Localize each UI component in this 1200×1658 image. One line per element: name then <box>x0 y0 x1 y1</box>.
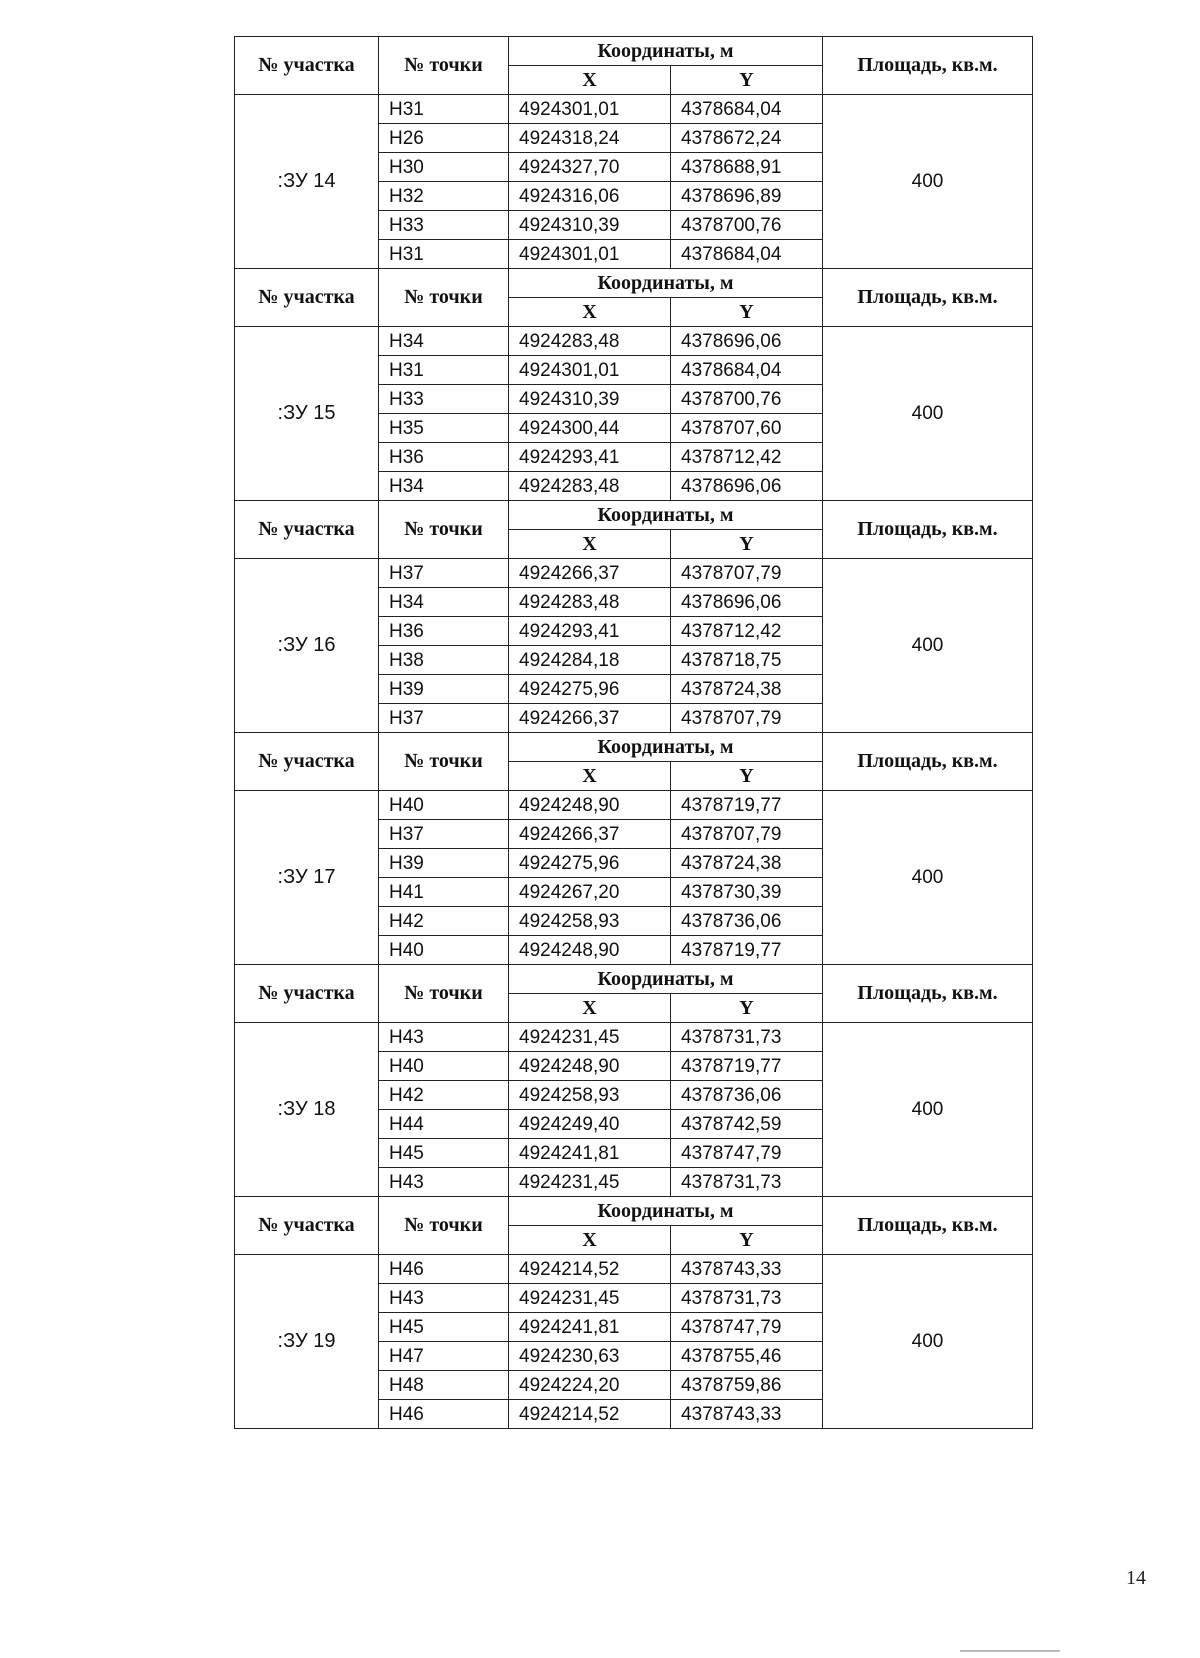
plot-column-header: № участка <box>235 501 379 559</box>
page-number: 14 <box>1126 1567 1146 1589</box>
y-coordinate-cell: 4378684,04 <box>671 240 823 269</box>
table-row <box>235 791 1033 820</box>
y-column-header: Y <box>671 66 823 95</box>
plot-column-header: № участка <box>235 1197 379 1255</box>
x-coordinate-cell: 4924316,06 <box>509 182 671 211</box>
x-coordinate-cell: 4924266,37 <box>509 559 671 588</box>
point-id-cell: Н46 <box>379 1255 509 1284</box>
x-coordinate-cell: 4924248,90 <box>509 1052 671 1081</box>
document-page <box>234 36 1032 1429</box>
plot-id-cell: :ЗУ 17 <box>235 791 379 965</box>
x-coordinate-cell: 4924283,48 <box>509 588 671 617</box>
scan-artifact-line <box>960 1650 1060 1652</box>
y-coordinate-cell: 4378719,77 <box>671 791 823 820</box>
x-column-header: X <box>509 762 671 791</box>
y-coordinate-cell: 4378688,91 <box>671 153 823 182</box>
point-column-header: № точки <box>379 269 509 327</box>
plot-id-cell: :ЗУ 14 <box>235 95 379 269</box>
x-coordinate-cell: 4924267,20 <box>509 878 671 907</box>
y-coordinate-cell: 4378672,24 <box>671 124 823 153</box>
table-row <box>235 1023 1033 1052</box>
y-coordinate-cell: 4378736,06 <box>671 1081 823 1110</box>
x-coordinate-cell: 4924284,18 <box>509 646 671 675</box>
coordinates-header: Координаты, м <box>509 501 823 530</box>
table-row <box>235 1255 1033 1284</box>
point-column-header: № точки <box>379 965 509 1023</box>
x-coordinate-cell: 4924310,39 <box>509 385 671 414</box>
area-column-header: Площадь, кв.м. <box>823 269 1033 327</box>
point-id-cell: Н34 <box>379 472 509 501</box>
section-header-row <box>235 501 1033 530</box>
y-coordinate-cell: 4378696,06 <box>671 588 823 617</box>
x-coordinate-cell: 4924241,81 <box>509 1139 671 1168</box>
x-coordinate-cell: 4924301,01 <box>509 240 671 269</box>
x-coordinate-cell: 4924241,81 <box>509 1313 671 1342</box>
y-coordinate-cell: 4378696,06 <box>671 472 823 501</box>
point-id-cell: Н47 <box>379 1342 509 1371</box>
coordinates-header: Координаты, м <box>509 1197 823 1226</box>
coordinates-header: Координаты, м <box>509 37 823 66</box>
x-coordinate-cell: 4924231,45 <box>509 1023 671 1052</box>
point-id-cell: Н37 <box>379 704 509 733</box>
x-column-header: X <box>509 66 671 95</box>
point-id-cell: Н37 <box>379 820 509 849</box>
y-coordinate-cell: 4378731,73 <box>671 1168 823 1197</box>
point-id-cell: Н40 <box>379 936 509 965</box>
area-column-header: Площадь, кв.м. <box>823 37 1033 95</box>
point-id-cell: Н44 <box>379 1110 509 1139</box>
point-id-cell: Н34 <box>379 327 509 356</box>
y-coordinate-cell: 4378731,73 <box>671 1023 823 1052</box>
point-id-cell: Н36 <box>379 443 509 472</box>
point-id-cell: Н30 <box>379 153 509 182</box>
y-coordinate-cell: 4378707,79 <box>671 559 823 588</box>
x-coordinate-cell: 4924248,90 <box>509 936 671 965</box>
y-coordinate-cell: 4378742,59 <box>671 1110 823 1139</box>
point-column-header: № точки <box>379 501 509 559</box>
point-id-cell: Н33 <box>379 385 509 414</box>
area-cell: 400 <box>823 791 1033 965</box>
section-header-row <box>235 965 1033 994</box>
x-column-header: X <box>509 298 671 327</box>
y-coordinate-cell: 4378707,79 <box>671 820 823 849</box>
y-coordinate-cell: 4378731,73 <box>671 1284 823 1313</box>
x-coordinate-cell: 4924258,93 <box>509 907 671 936</box>
point-id-cell: Н36 <box>379 617 509 646</box>
point-id-cell: Н40 <box>379 1052 509 1081</box>
point-id-cell: Н31 <box>379 240 509 269</box>
point-id-cell: Н43 <box>379 1284 509 1313</box>
point-id-cell: Н32 <box>379 182 509 211</box>
x-coordinate-cell: 4924318,24 <box>509 124 671 153</box>
y-coordinate-cell: 4378743,33 <box>671 1255 823 1284</box>
plot-column-header: № участка <box>235 733 379 791</box>
y-coordinate-cell: 4378724,38 <box>671 849 823 878</box>
point-id-cell: Н45 <box>379 1139 509 1168</box>
x-coordinate-cell: 4924258,93 <box>509 1081 671 1110</box>
y-coordinate-cell: 4378718,75 <box>671 646 823 675</box>
point-id-cell: Н38 <box>379 646 509 675</box>
point-id-cell: Н26 <box>379 124 509 153</box>
area-cell: 400 <box>823 95 1033 269</box>
point-id-cell: Н48 <box>379 1371 509 1400</box>
y-coordinate-cell: 4378712,42 <box>671 617 823 646</box>
y-coordinate-cell: 4378719,77 <box>671 936 823 965</box>
area-column-header: Площадь, кв.м. <box>823 1197 1033 1255</box>
y-coordinate-cell: 4378755,46 <box>671 1342 823 1371</box>
x-coordinate-cell: 4924266,37 <box>509 704 671 733</box>
y-coordinate-cell: 4378684,04 <box>671 356 823 385</box>
plot-column-header: № участка <box>235 965 379 1023</box>
x-coordinate-cell: 4924214,52 <box>509 1400 671 1429</box>
section-header-row <box>235 733 1033 762</box>
y-coordinate-cell: 4378719,77 <box>671 1052 823 1081</box>
point-id-cell: Н33 <box>379 211 509 240</box>
y-coordinate-cell: 4378696,89 <box>671 182 823 211</box>
x-coordinate-cell: 4924283,48 <box>509 327 671 356</box>
point-id-cell: Н40 <box>379 791 509 820</box>
x-column-header: X <box>509 530 671 559</box>
area-column-header: Площадь, кв.м. <box>823 965 1033 1023</box>
point-id-cell: Н45 <box>379 1313 509 1342</box>
y-coordinate-cell: 4378700,76 <box>671 385 823 414</box>
x-coordinate-cell: 4924230,63 <box>509 1342 671 1371</box>
area-column-header: Площадь, кв.м. <box>823 733 1033 791</box>
x-coordinate-cell: 4924248,90 <box>509 791 671 820</box>
y-coordinate-cell: 4378684,04 <box>671 95 823 124</box>
plot-id-cell: :ЗУ 16 <box>235 559 379 733</box>
y-coordinate-cell: 4378730,39 <box>671 878 823 907</box>
section-header-row <box>235 269 1033 298</box>
x-coordinate-cell: 4924300,44 <box>509 414 671 443</box>
point-id-cell: Н35 <box>379 414 509 443</box>
x-coordinate-cell: 4924231,45 <box>509 1284 671 1313</box>
y-coordinate-cell: 4378736,06 <box>671 907 823 936</box>
y-column-header: Y <box>671 994 823 1023</box>
plot-id-cell: :ЗУ 15 <box>235 327 379 501</box>
x-coordinate-cell: 4924327,70 <box>509 153 671 182</box>
coordinates-header: Координаты, м <box>509 269 823 298</box>
x-coordinate-cell: 4924310,39 <box>509 211 671 240</box>
x-column-header: X <box>509 1226 671 1255</box>
y-coordinate-cell: 4378747,79 <box>671 1313 823 1342</box>
point-id-cell: Н46 <box>379 1400 509 1429</box>
y-coordinate-cell: 4378707,79 <box>671 704 823 733</box>
plot-id-cell: :ЗУ 19 <box>235 1255 379 1429</box>
coordinates-header: Координаты, м <box>509 733 823 762</box>
point-id-cell: Н37 <box>379 559 509 588</box>
y-column-header: Y <box>671 298 823 327</box>
x-column-header: X <box>509 994 671 1023</box>
point-column-header: № точки <box>379 733 509 791</box>
area-cell: 400 <box>823 327 1033 501</box>
x-coordinate-cell: 4924266,37 <box>509 820 671 849</box>
x-coordinate-cell: 4924231,45 <box>509 1168 671 1197</box>
x-coordinate-cell: 4924214,52 <box>509 1255 671 1284</box>
point-id-cell: Н43 <box>379 1168 509 1197</box>
point-id-cell: Н34 <box>379 588 509 617</box>
x-coordinate-cell: 4924249,40 <box>509 1110 671 1139</box>
section-header-row <box>235 37 1033 66</box>
x-coordinate-cell: 4924275,96 <box>509 675 671 704</box>
point-id-cell: Н39 <box>379 675 509 704</box>
x-coordinate-cell: 4924224,20 <box>509 1371 671 1400</box>
y-coordinate-cell: 4378724,38 <box>671 675 823 704</box>
plot-id-cell: :ЗУ 18 <box>235 1023 379 1197</box>
area-cell: 400 <box>823 1023 1033 1197</box>
y-column-header: Y <box>671 762 823 791</box>
point-id-cell: Н42 <box>379 1081 509 1110</box>
point-id-cell: Н39 <box>379 849 509 878</box>
point-id-cell: Н31 <box>379 95 509 124</box>
point-column-header: № точки <box>379 1197 509 1255</box>
point-column-header: № точки <box>379 37 509 95</box>
plot-column-header: № участка <box>235 37 379 95</box>
y-coordinate-cell: 4378696,06 <box>671 327 823 356</box>
area-cell: 400 <box>823 1255 1033 1429</box>
plot-column-header: № участка <box>235 269 379 327</box>
coordinates-header: Координаты, м <box>509 965 823 994</box>
y-coordinate-cell: 4378707,60 <box>671 414 823 443</box>
y-column-header: Y <box>671 1226 823 1255</box>
coordinates-table <box>234 36 1033 1429</box>
table-row <box>235 559 1033 588</box>
x-coordinate-cell: 4924293,41 <box>509 443 671 472</box>
area-cell: 400 <box>823 559 1033 733</box>
table-row <box>235 327 1033 356</box>
y-coordinate-cell: 4378747,79 <box>671 1139 823 1168</box>
point-id-cell: Н43 <box>379 1023 509 1052</box>
point-id-cell: Н42 <box>379 907 509 936</box>
x-coordinate-cell: 4924283,48 <box>509 472 671 501</box>
point-id-cell: Н41 <box>379 878 509 907</box>
y-column-header: Y <box>671 530 823 559</box>
x-coordinate-cell: 4924301,01 <box>509 95 671 124</box>
y-coordinate-cell: 4378759,86 <box>671 1371 823 1400</box>
point-id-cell: Н31 <box>379 356 509 385</box>
table-row <box>235 95 1033 124</box>
x-coordinate-cell: 4924293,41 <box>509 617 671 646</box>
section-header-row <box>235 1197 1033 1226</box>
y-coordinate-cell: 4378743,33 <box>671 1400 823 1429</box>
x-coordinate-cell: 4924301,01 <box>509 356 671 385</box>
x-coordinate-cell: 4924275,96 <box>509 849 671 878</box>
y-coordinate-cell: 4378700,76 <box>671 211 823 240</box>
y-coordinate-cell: 4378712,42 <box>671 443 823 472</box>
area-column-header: Площадь, кв.м. <box>823 501 1033 559</box>
